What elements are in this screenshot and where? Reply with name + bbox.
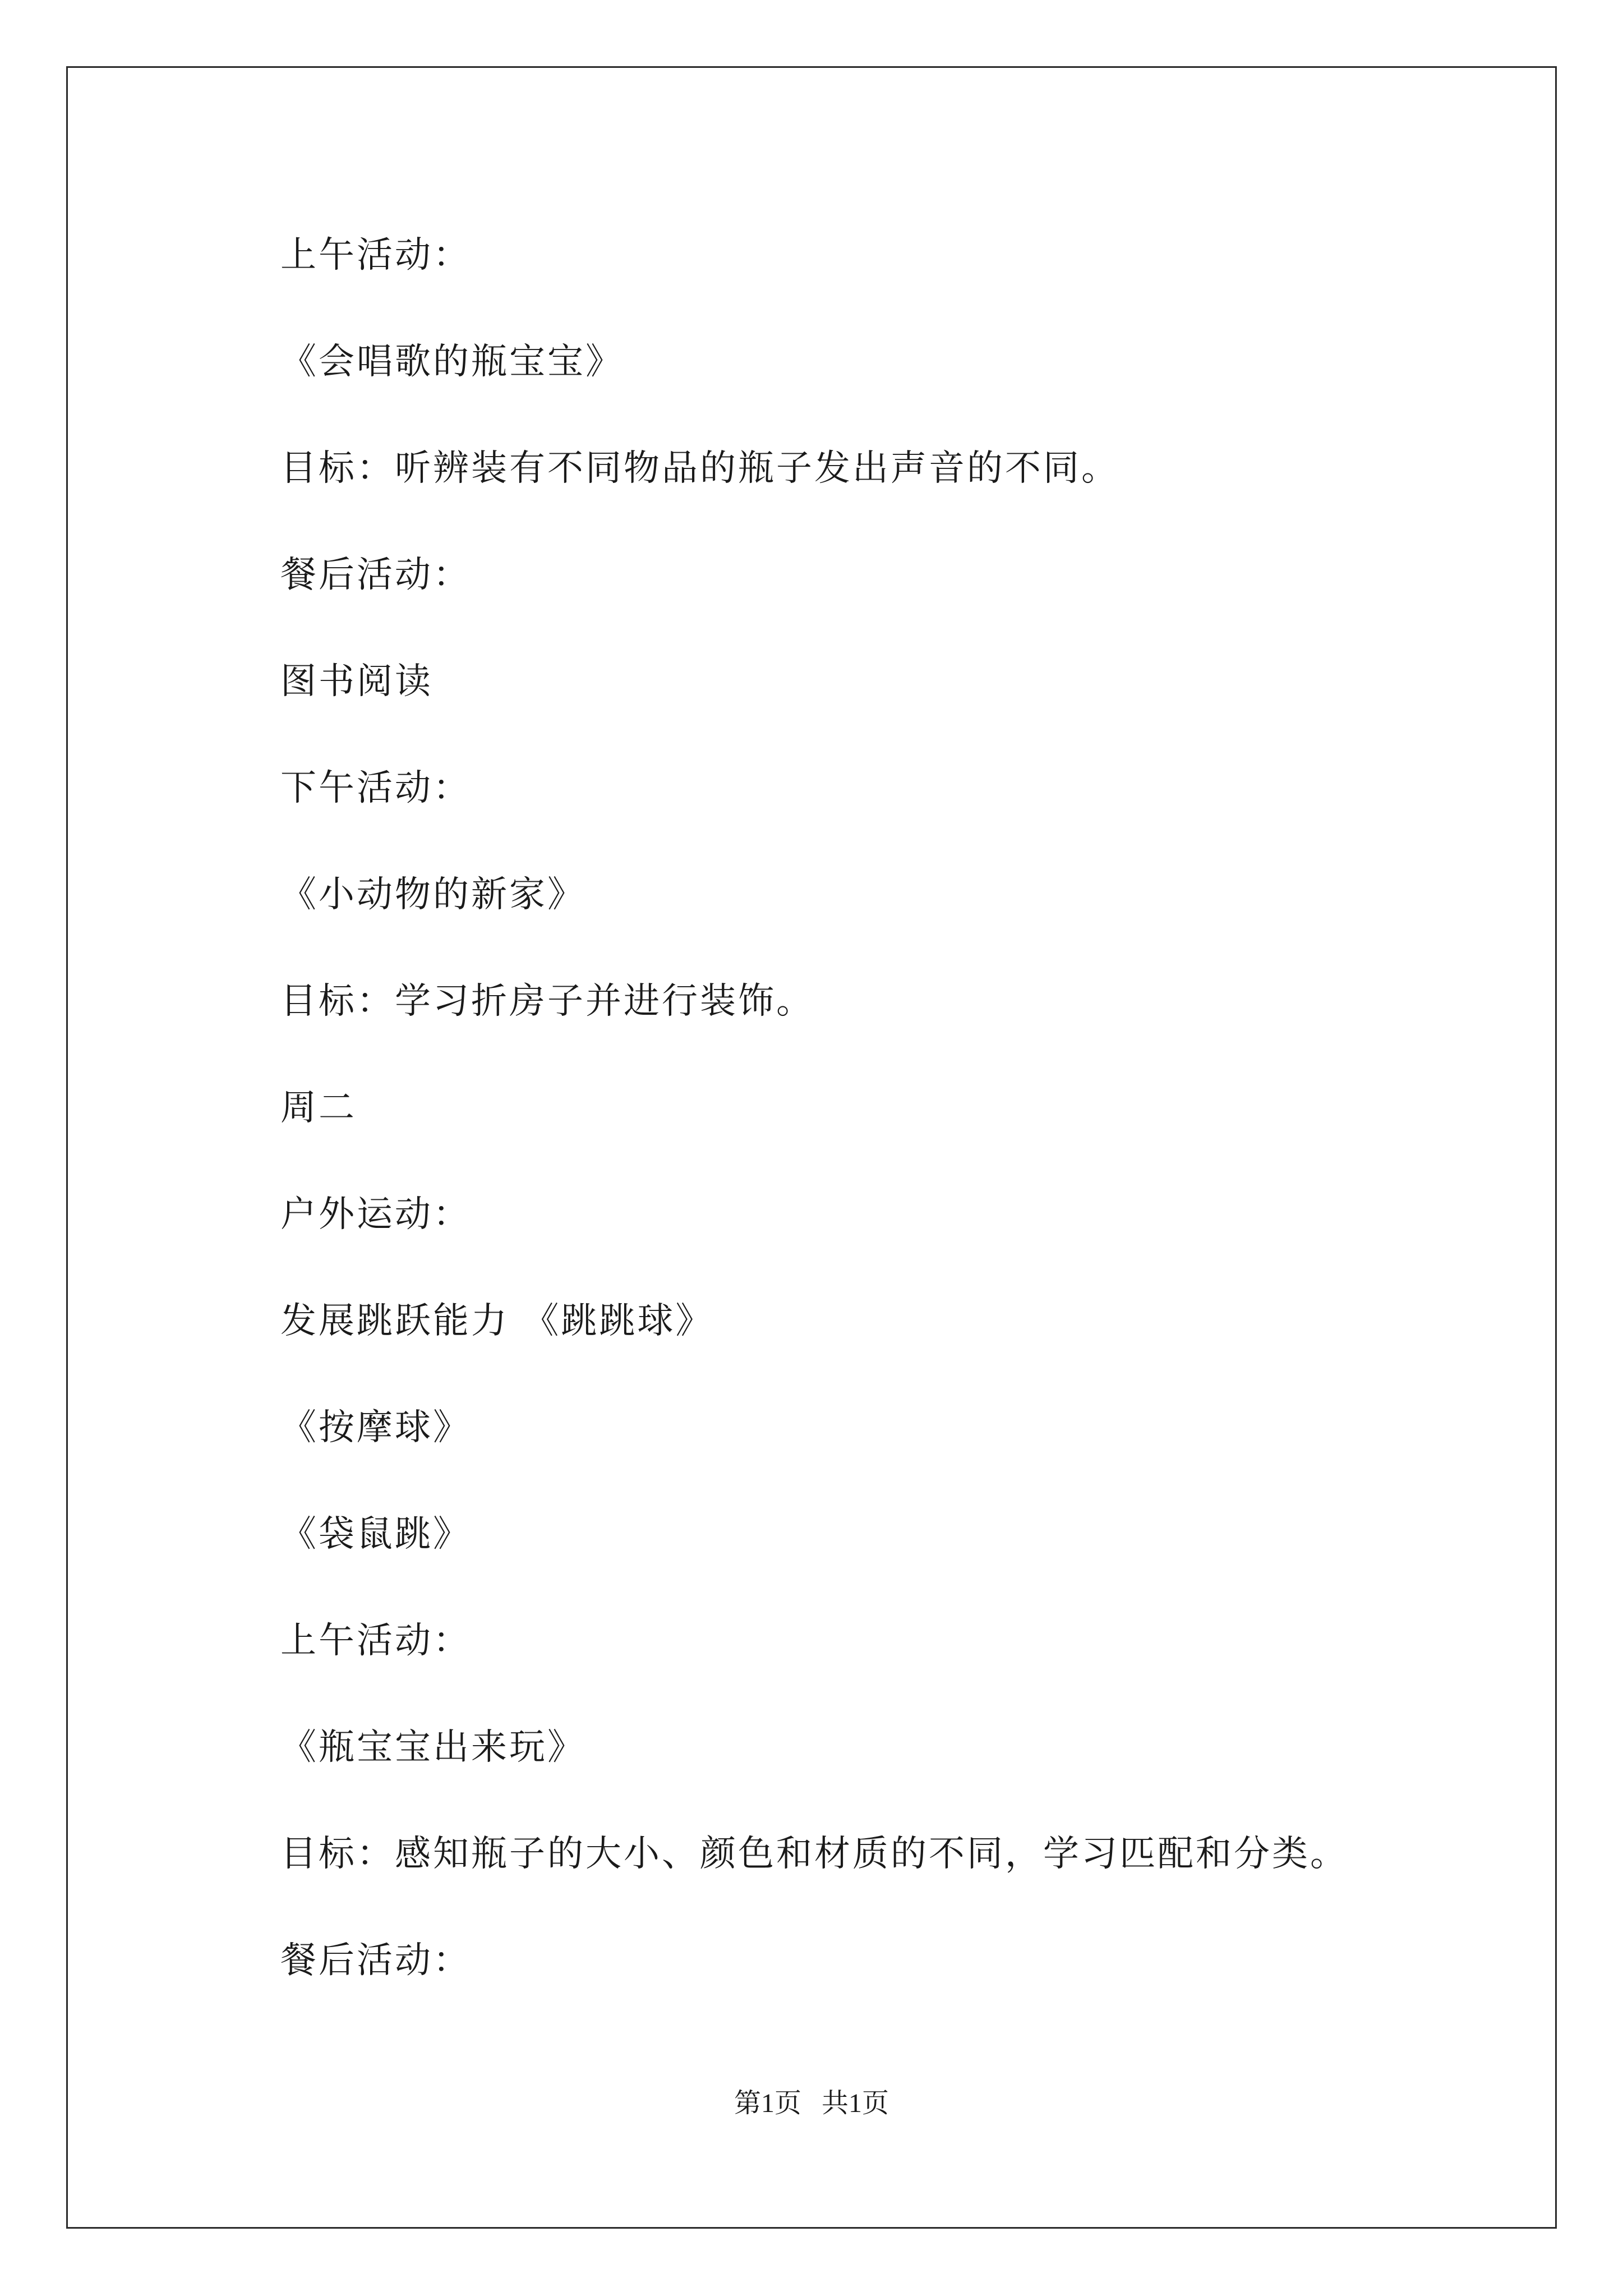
heading-morning-activity: 上午活动：: [280, 234, 471, 276]
heading-after-meal-activity: 餐后活动：: [280, 554, 471, 596]
document-body: [280, 202, 1486, 2014]
day-heading: 周二: [280, 1087, 357, 1129]
page-footer: 第1页 共1页: [734, 2088, 889, 2118]
heading-afternoon-activity: 下午活动：: [280, 767, 471, 809]
activity-goal: 目标：听辨装有不同物品的瓶子发出声音的不同。: [280, 448, 1119, 489]
heading-morning-activity: 上午活动：: [280, 1620, 471, 1662]
activity-title: 图书阅读: [280, 661, 433, 702]
activity-title: 《按摩球》: [280, 1407, 471, 1448]
activity-title: 《袋鼠跳》: [280, 1513, 471, 1555]
activity-title: 《小动物的新家》: [280, 874, 585, 915]
heading-after-meal-activity: 餐后活动：: [280, 1940, 471, 1981]
activity-title: 《瓶宝宝出来玩》: [280, 1727, 585, 1768]
activity-goal: 目标：学习折房子并进行装饰。: [280, 981, 814, 1022]
activity-goal: 目标：感知瓶子的大小、颜色和材质的不同，学习匹配和分类。: [280, 1833, 1348, 1875]
activity-title: 发展跳跃能力 《跳跳球》: [280, 1300, 714, 1342]
heading-outdoor-exercise: 户外运动：: [280, 1194, 471, 1235]
activity-title: 《会唱歌的瓶宝宝》: [280, 341, 624, 383]
